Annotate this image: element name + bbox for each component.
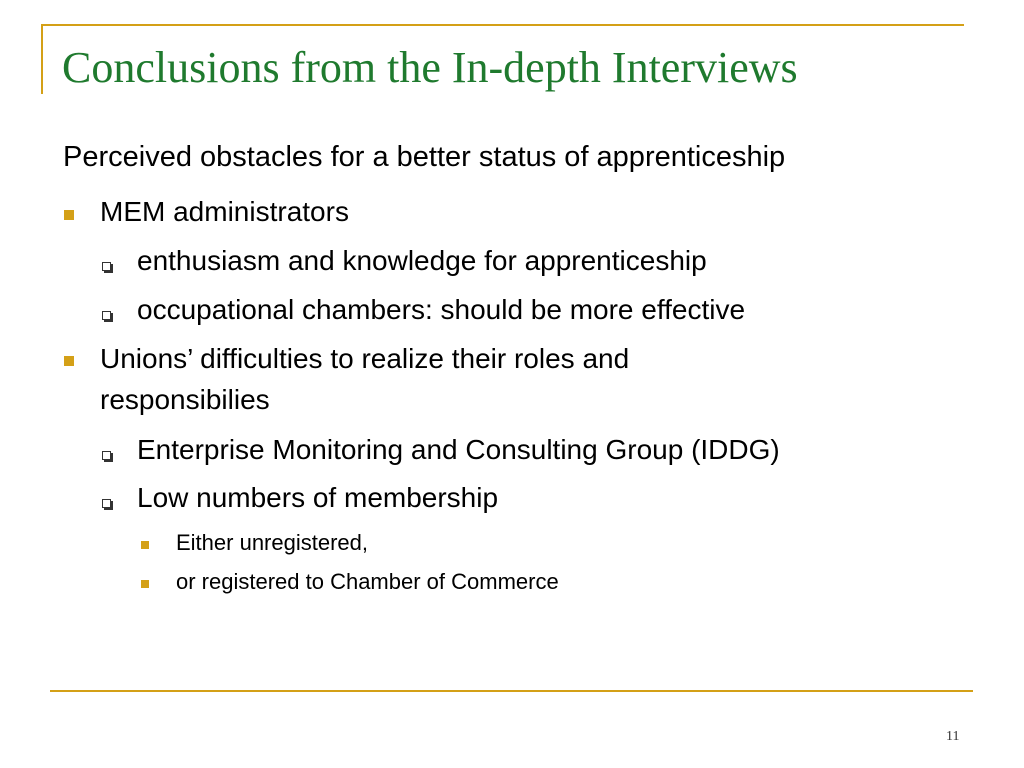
slide-subtitle: Perceived obstacles for a better status of apprenticeship [63,141,786,173]
sub-bullet-occupational-chambers: occupational chambers: should be more effective [137,294,746,325]
small-square-bullet-icon [141,541,149,549]
slide-title: Conclusions from the In-depth Interviews [62,43,798,92]
sub-bullet-enterprise-monitoring: Enterprise Monitoring and Consulting Group (IDDG) [137,434,780,465]
page-number: 11 [946,729,960,744]
left-accent-line [41,24,43,94]
sub-sub-bullet-chamber-of-commerce: or registered to Chamber of Commerce [176,569,559,594]
hollow-square-bullet-icon [102,451,111,460]
hollow-square-bullet-icon [102,262,111,271]
bullet-unions-line2: responsibilies [100,384,270,415]
hollow-square-bullet-icon [102,311,111,320]
footer-accent-line [50,690,973,692]
bullet-mem-administrators: MEM administrators [100,196,349,227]
small-square-bullet-icon [141,580,149,588]
sub-bullet-low-membership: Low numbers of membership [137,482,499,513]
sub-bullet-enthusiasm: enthusiasm and knowledge for apprenticeship [137,245,707,276]
top-accent-line [41,24,964,26]
hollow-square-bullet-icon [102,499,111,508]
bullet-unions-line1: Unions’ difficulties to realize their roles and [100,343,630,374]
sub-sub-bullet-unregistered: Either unregistered, [176,530,368,555]
square-bullet-icon [64,210,74,220]
square-bullet-icon [64,356,74,366]
